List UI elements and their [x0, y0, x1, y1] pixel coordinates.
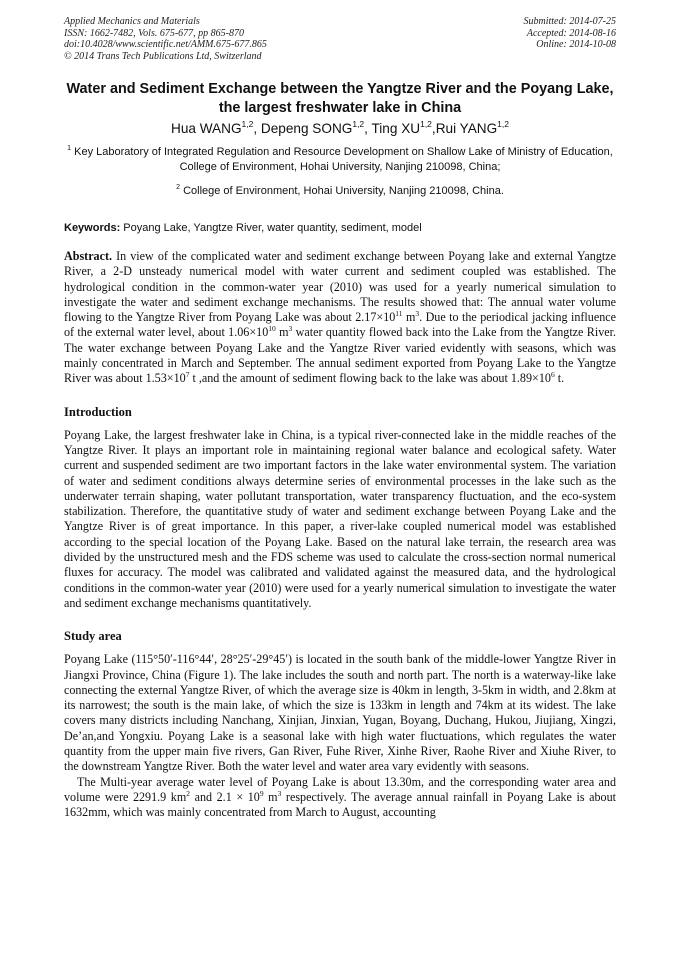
study-area-heading: Study area [64, 629, 122, 644]
study-area-paragraph-1: Poyang Lake (115°50′-116°44′, 28°25′-29°45′) is located in the south bank of the middle-lower Yangtze River in Jiangxi Province, China (Figure 1). The lake includes the south and north part. The north is a waterway-like lake connecting the external Yangtze River, of which the average size is 40km in length, 3-5km in width, and 2.8km at its narrowest; the south is the main lake, of which the size is 133km in length and 74km at its widest. The lake covers many districts including Nanchang, Xinjian, Jinxian, Yugan, Boyang, Duchang, Hukou, Jiujiang, Xingzi, De’an,and Yongxiu. Poyang Lake is a seasonal lake with high water fluctuations, which regulates the water quantity from the upper main five rivers, Gan River, Fuhe River, Xinhe River, Raohe River and Xiuhe River, to the downstream Yangtze River. Both the water level and water area vary evidently with seasons. [64, 652, 616, 774]
introduction-heading: Introduction [64, 404, 132, 419]
accepted-date: Accepted: 2014-08-16 [526, 27, 616, 39]
affiliation-2: $^2$ College of Environment, Hohai University, Nanjing 210098, China. [176, 184, 504, 197]
issn: ISSN: 1662-7482, Vols. 675-677, pp 865-870 [64, 27, 244, 39]
keywords-text: Poyang Lake, Yangtze River, water quantity, sediment, model [120, 222, 422, 234]
submitted-date: Submitted: 2014-07-25 [523, 16, 616, 27]
author-list [64, 119, 616, 139]
keywords [64, 221, 616, 235]
affiliation-1: $^1$ Key Laboratory of Integrated Regulation and Resource Development on Shallow Lake of Ministry of Education, College of Environment, Hohai University, Nanjing 210098, China; [67, 145, 613, 173]
journal-name: Applied Mechanics and Materials [64, 16, 200, 27]
author: Hua WANG$^{1,2}$, [171, 119, 261, 136]
paper-title: Water and Sediment Exchange between the Yangtze River and the Poyang Lake, the largest freshwater lake in China [66, 81, 614, 116]
journal-header [64, 16, 616, 62]
paper-page [64, 16, 616, 821]
keywords-label: Keywords: [64, 222, 121, 234]
introduction-text: Poyang Lake, the largest freshwater lake in China, is a typical river-connected lake in the middle reaches of the Yangtze River. It plays an important role in maintaining regional water balance and ecological safety. Water current and suspended sediment are two important factors in the lake water environmental system. The variation of water and sediment conditions always determine series of environmental processes in the lake such as the underwater terrain shaping, water pollutant transportation, water transparency fluctuation, and the eco-system stabilization. Therefore, the quantitative study of water and sediment exchange between Poyang Lake and the Yangtze River is of great importance. In this paper, a river-lake coupled numerical model was established according to the special location of the Poyang Lake. Based on the natural lake terrain, the research area was divided by the unstructured mesh and the FDS scheme was used to calculate the cross-section normal numerical fluxes for accuracy. The model was calibrated and validated against the measured data, and the hydrological conditions in the common-water year (2010) were used for a yearly numerical simulation to investigate the water and sediment exchange mechanisms quantitatively. [64, 427, 616, 610]
copyright: © 2014 Trans Tech Publications Ltd, Switzerland [64, 50, 262, 62]
author: Depeng SONG$^{1,2}$, [260, 119, 372, 136]
journal-info [64, 16, 267, 62]
online-date: Online: 2014-10-08 [536, 39, 616, 50]
study-area-paragraph-2: The Multi-year average water level of Poyang Lake is about 13.30m, and the corresponding water area and volume were 2291.9 $km^2$ and $2.1 \times 10^9$ $m^3$ respectively. The average annual rainfall in Poyang Lake is about 1632mm, which was mainly concentrated from March to August, accounting [64, 774, 616, 820]
author: Rui YANG$^{1,2}$ [435, 119, 509, 136]
author: Ting XU$^{1,2}$, [371, 119, 436, 136]
abstract: Abstract. In view of the complicated water and sediment exchange between Poyang lake and external Yangtze River, a 2-D unsteady numerical model with water current and sediment coupled was established. The hydrological condition in the common-water year (2010) was used for a yearly numerical simulation to investigate the water and sediment exchange mechanisms. The results showed that: The annual water volume flowing to the Yangtze River from Poyang Lake was about $2.17\times 10^{11}$ $m^3$. Due to the periodical jacking influence of the external water level, about $1.06\times 10^{10}$ $m^3$ water quantity flowed back into the Lake from the Yangtze River. The water exchange between Poyang Lake and the Yangtze River varied evidently with seasons, which was mainly concentrated in March and September. The annual sediment exported from Poyang Lake to the Yangtze River was about $1.53\times 10^7$ t ,and the amount of sediment flowing back to the lake was about $1.89\times 10^6$ t. [64, 249, 616, 386]
doi: doi:10.4028/www.scientific.net/AMM.675-677.865 [64, 39, 267, 50]
publication-dates [524, 16, 617, 62]
abstract-label: Abstract. [64, 249, 113, 263]
